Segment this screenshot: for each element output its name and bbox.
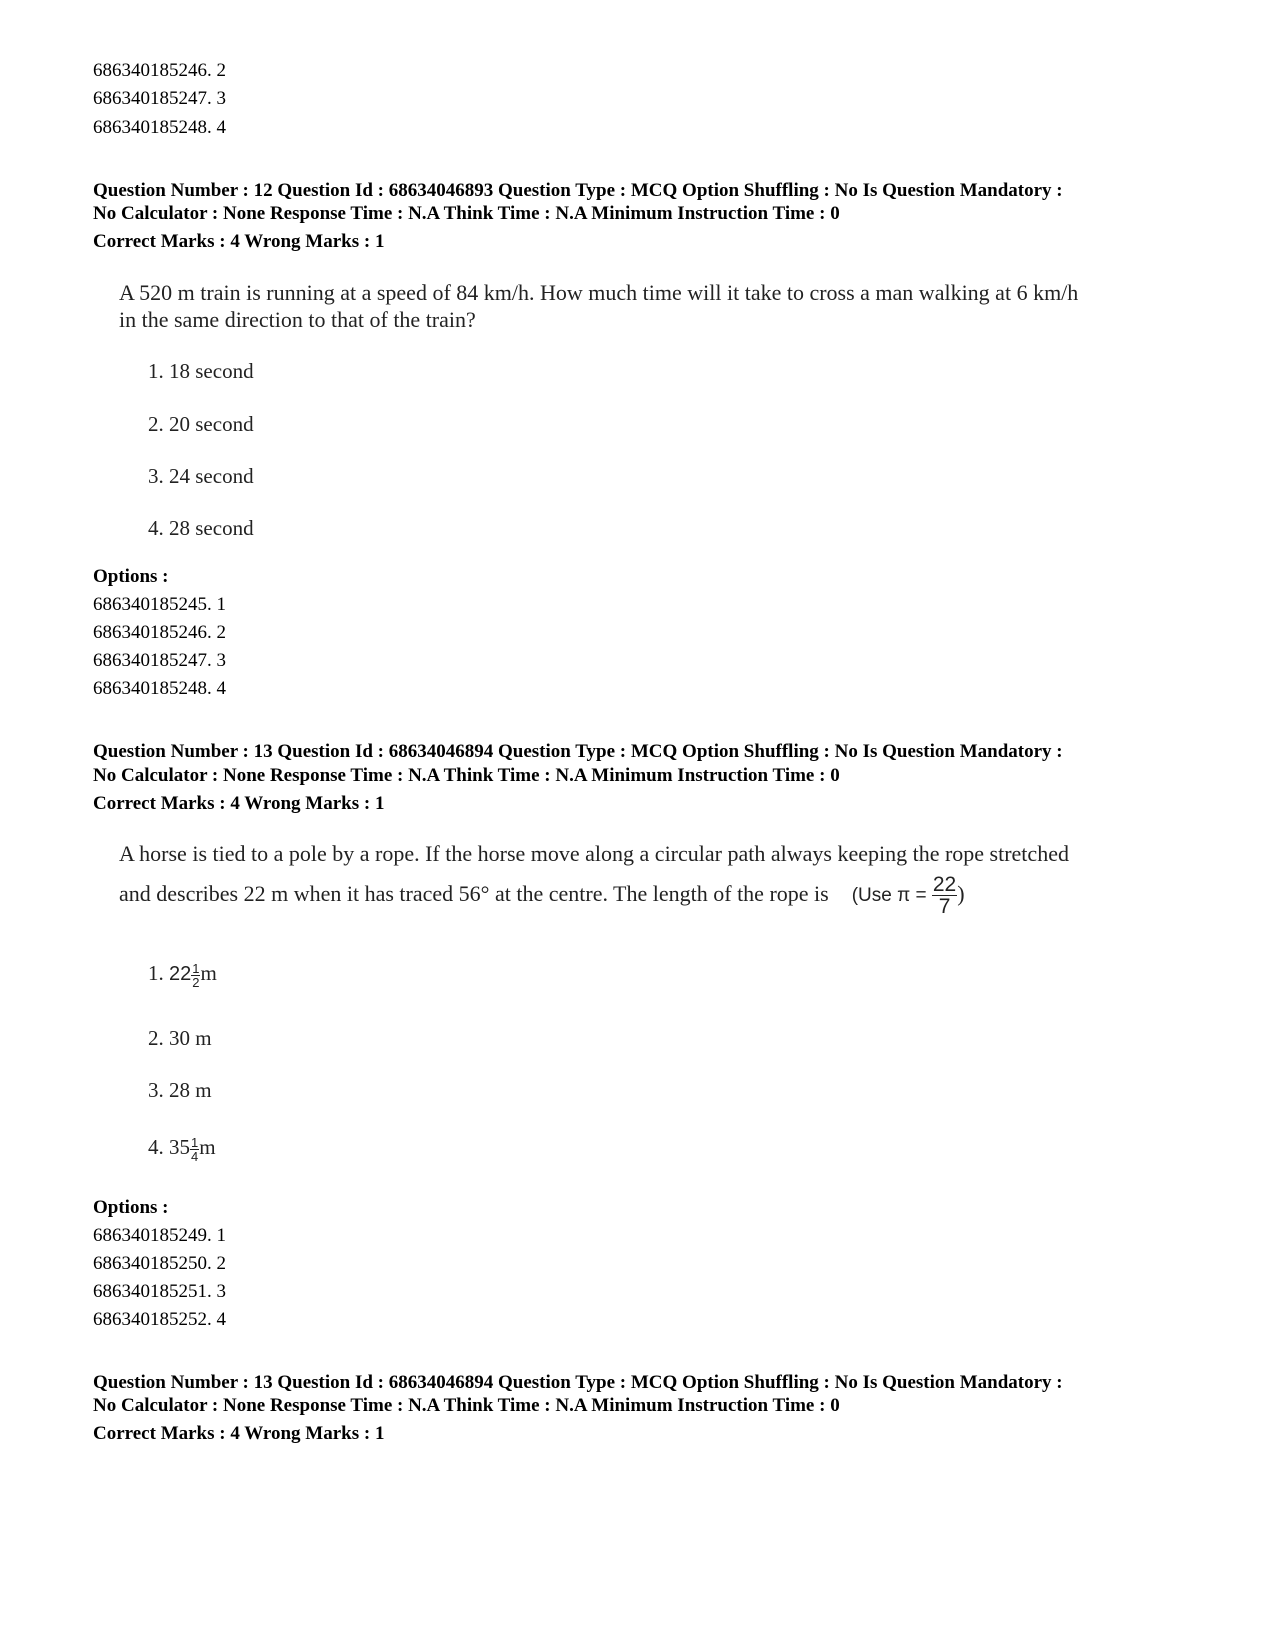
choice-prefix: 4. 35: [148, 1135, 190, 1159]
question-text-line2: [119, 870, 965, 920]
answer-choice-4: [148, 1129, 216, 1165]
answer-choice-1: [148, 955, 217, 992]
choice-fraction: [190, 1136, 199, 1163]
question-text-main: and describes 22 m when it has traced 56° at the centre. The length of the rope is: [119, 881, 829, 906]
option-id-line: 686340185248. 4: [93, 678, 226, 699]
pi-fraction-numerator: 22: [932, 873, 957, 897]
answer-choice-3: 3. 24 second: [148, 464, 254, 488]
question-marks: Correct Marks : 4 Wrong Marks : 1: [93, 231, 385, 252]
option-id-line: 686340185251. 3: [93, 1281, 226, 1302]
question-header-line1: Question Number : 12 Question Id : 68634046893 Question Type : MCQ Option Shuffling : No Is Question Mandatory :: [93, 180, 1063, 201]
option-id-line: 686340185252. 4: [93, 1309, 226, 1330]
choice-fraction-denominator: 4: [191, 1148, 199, 1164]
choice-fraction-numerator: 1: [191, 1134, 199, 1150]
question-header-line1: Question Number : 13 Question Id : 68634046894 Question Type : MCQ Option Shuffling : No Is Question Mandatory :: [93, 1372, 1063, 1393]
question-header-line2: No Calculator : None Response Time : N.A Think Time : N.A Minimum Instruction Time : 0: [93, 1395, 840, 1416]
choice-unit: m: [200, 961, 217, 985]
pi-fraction: [932, 874, 957, 917]
options-label: Options :: [93, 566, 169, 587]
answer-choice-1: 1. 18 second: [148, 359, 254, 383]
choice-whole-number: 22: [169, 963, 192, 985]
option-id-line: 686340185245. 1: [93, 594, 226, 615]
choice-unit: m: [199, 1135, 216, 1159]
question-text-line1: A horse is tied to a pole by a rope. If the horse move along a circular path always keeping the rope stretched: [119, 841, 1069, 866]
use-pi-suffix: ): [957, 881, 965, 906]
option-id-line: 686340185246. 2: [93, 622, 226, 643]
answer-choice-4: 4. 28 second: [148, 516, 254, 540]
choice-fraction-denominator: 2: [192, 974, 200, 990]
options-label: Options :: [93, 1197, 169, 1218]
question-header-line2: No Calculator : None Response Time : N.A Think Time : N.A Minimum Instruction Time : 0: [93, 765, 840, 786]
option-id-line: 686340185249. 1: [93, 1225, 226, 1246]
option-id-line: 686340185247. 3: [93, 650, 226, 671]
question-marks: Correct Marks : 4 Wrong Marks : 1: [93, 1423, 385, 1444]
question-text-line2: in the same direction to that of the train?: [119, 307, 476, 332]
question-header-line2: No Calculator : None Response Time : N.A Think Time : N.A Minimum Instruction Time : 0: [93, 203, 840, 224]
question-marks: Correct Marks : 4 Wrong Marks : 1: [93, 793, 385, 814]
option-id-line: 686340185250. 2: [93, 1253, 226, 1274]
question-header-line1: Question Number : 13 Question Id : 68634046894 Question Type : MCQ Option Shuffling : No Is Question Mandatory :: [93, 741, 1063, 762]
option-id-line: 686340185248. 4: [93, 117, 226, 138]
option-id-line: 686340185247. 3: [93, 88, 226, 109]
use-pi-prefix: (Use π =: [851, 885, 932, 906]
choice-fraction-numerator: 1: [192, 960, 200, 976]
answer-choice-2: 2. 30 m: [148, 1026, 212, 1050]
answer-choice-3: 3. 28 m: [148, 1078, 212, 1102]
choice-prefix: 1.: [148, 961, 169, 985]
answer-choice-2: 2. 20 second: [148, 412, 254, 436]
pi-fraction-denominator: 7: [938, 895, 951, 919]
question-text-line1: A 520 m train is running at a speed of 84 km/h. How much time will it take to cross a man walking at 6 km/h: [119, 280, 1079, 305]
option-id-line: 686340185246. 2: [93, 60, 226, 81]
